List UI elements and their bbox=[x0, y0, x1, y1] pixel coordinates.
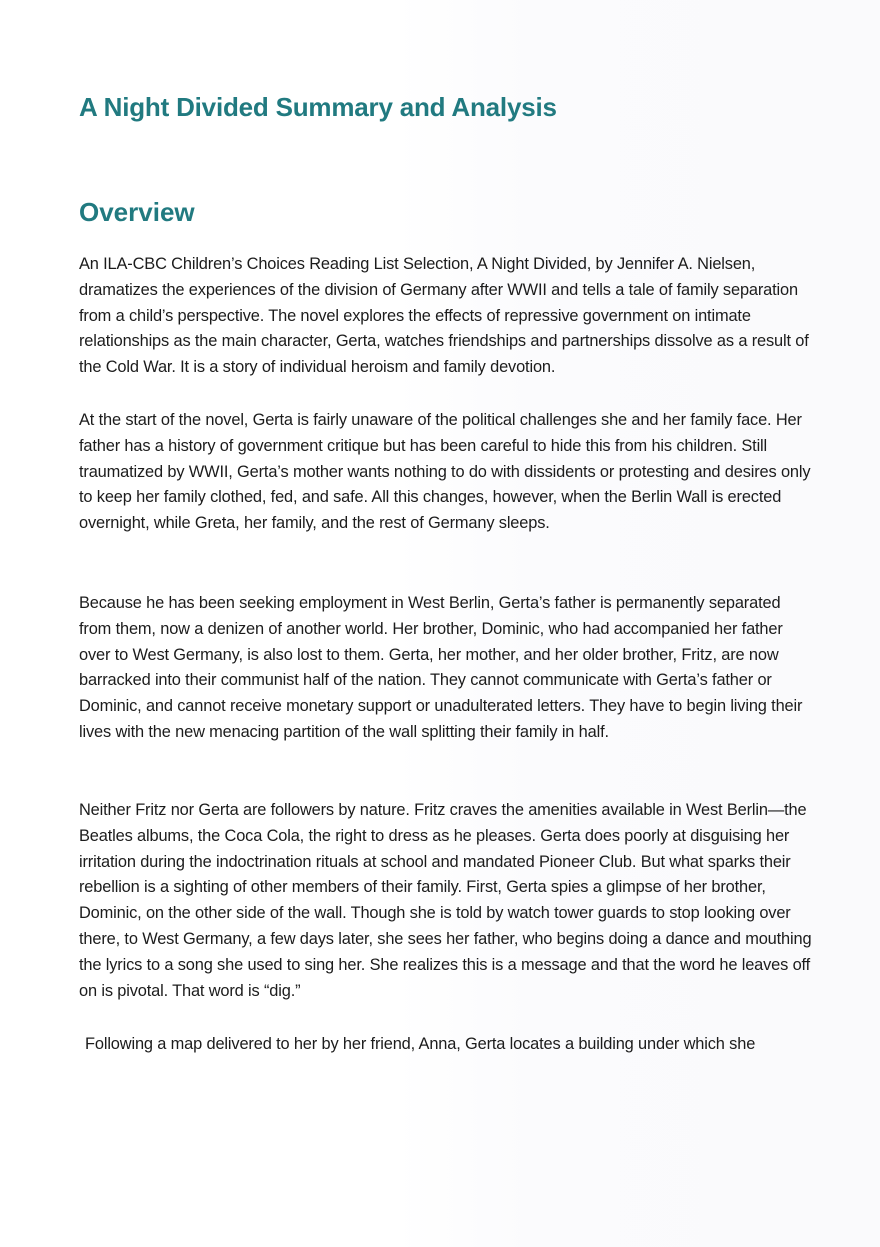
paragraph: Because he has been seeking employment in West Berlin, Gerta’s father is permanently separated from them, now a denizen of another world. Her brother, Dominic, who had accompanied her father over to West Germany, is also lost to them. Gerta, her mother, and her older brother, Fritz, are now barracked into their communist half of the nation. They cannot communicate with Gerta’s father or Dominic, and cannot receive monetary support or unadulterated letters. They have to begin living their lives with the new menacing partition of the wall splitting their family in half. bbox=[79, 594, 803, 741]
paragraph: At the start of the novel, Gerta is fairly unaware of the political challenges she and her family face. Her father has a history of government critique but has been careful to hide this from his children. Still traumatized by WWII, Gerta’s mother wants nothing to do with dissidents or protesting and desires only to keep her family clothed, fed, and safe. All this changes, however, when the Berlin Wall is erected overnight, while Greta, her family, and the rest of Germany sleeps. bbox=[79, 411, 811, 533]
document-title: A Night Divided Summary and Analysis bbox=[79, 92, 557, 122]
paragraph: An ILA-CBC Children’s Choices Reading List Selection, A Night Divided, by Jennifer A. Nielsen, dramatizes the experiences of the division of Germany after WWII and tells a tale of family separation from a child’s perspective. The novel explores the effects of repressive government on intimate relationships as the main character, Gerta, watches friendships and partnerships dissolve as a result of the Cold War. It is a story of individual heroism and family devotion. bbox=[79, 255, 809, 377]
paragraph: Neither Fritz nor Gerta are followers by nature. Fritz craves the amenities available in West Berlin—the Beatles albums, the Coca Cola, the right to dress as he pleases. Gerta does poorly at disguising her irritation during the indoctrination rituals at school and mandated Pioneer Club. But what sparks their rebellion is a sighting of other members of their family. First, Gerta spies a glimpse of her brother, Dominic, on the other side of the wall. Though she is told by watch tower guards to stop looking over there, to West Germany, a few days later, she sees her father, who begins doing a dance and mouthing the lyrics to a song she used to sing her. She realizes this is a message and that the word he leaves off on is pivotal. That word is “dig.” bbox=[79, 801, 812, 1000]
section-heading-overview: Overview bbox=[79, 197, 195, 227]
paragraph: Following a map delivered to her by her friend, Anna, Gerta locates a building under which she bbox=[85, 1035, 756, 1053]
